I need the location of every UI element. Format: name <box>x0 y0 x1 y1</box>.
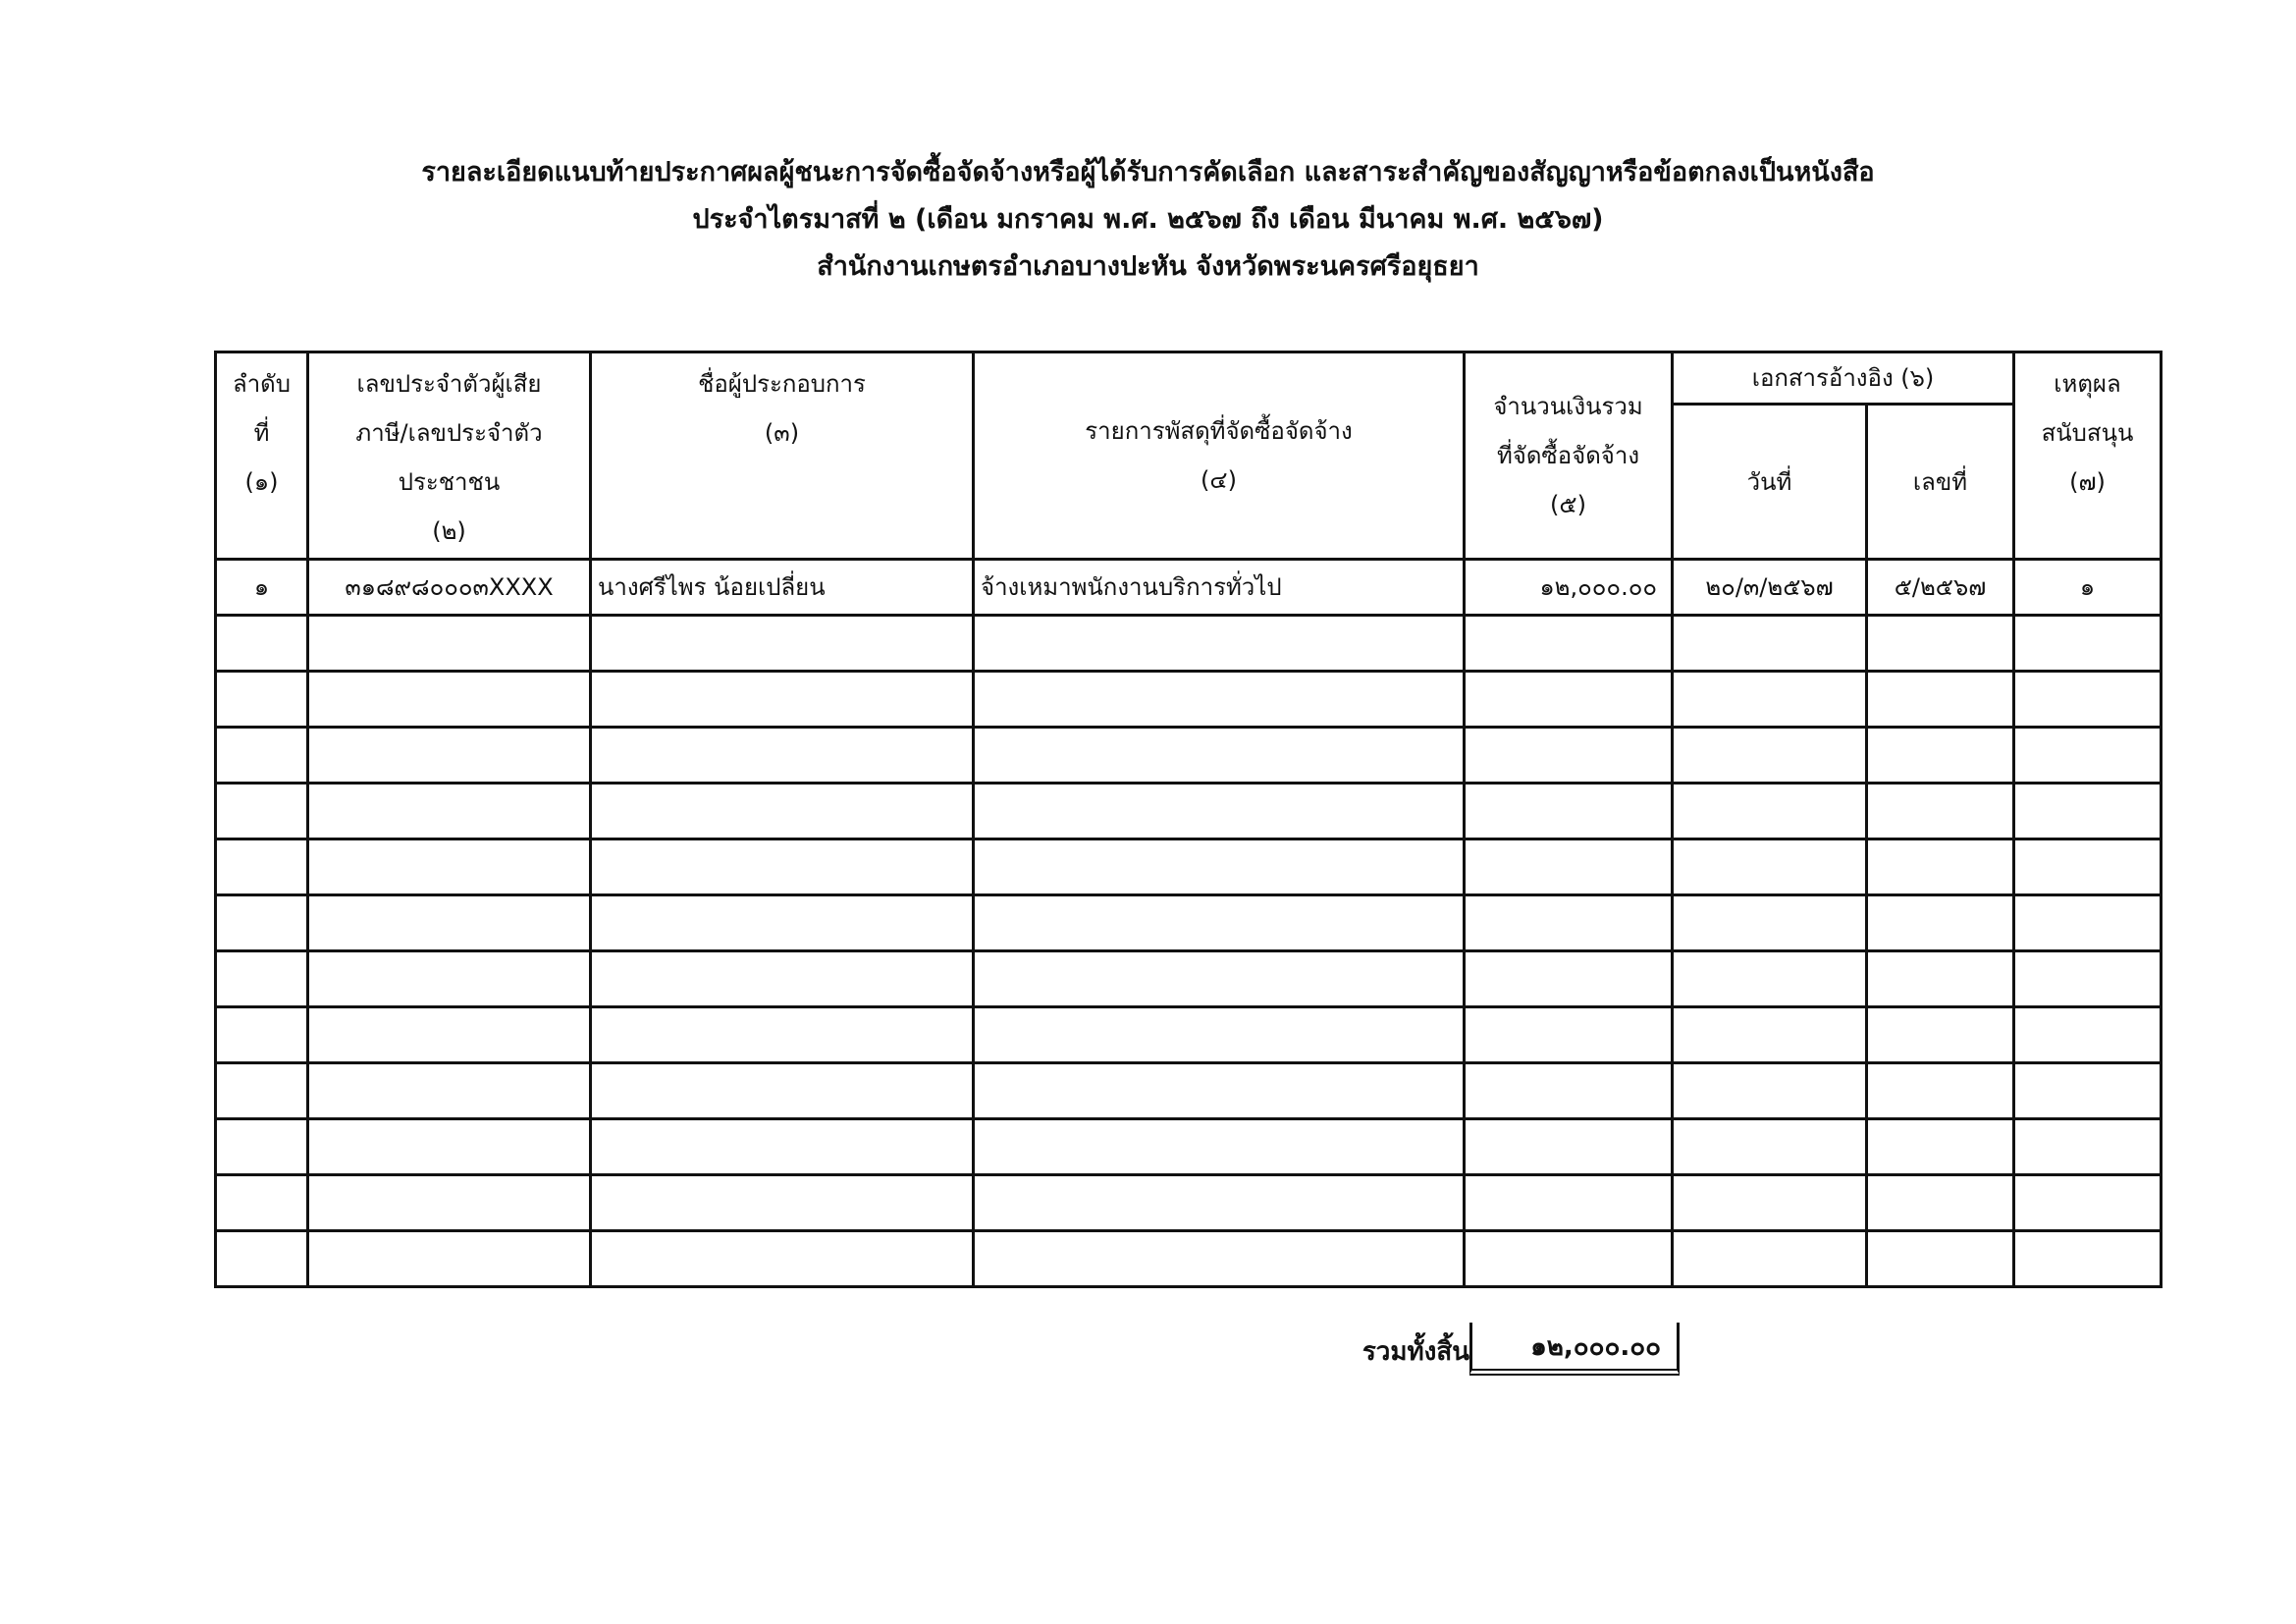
empty-cell-amount <box>1465 616 1673 672</box>
header-item-line-1: รายการพัสดุที่จัดซื้อจัดจ้าง <box>1085 417 1353 445</box>
empty-cell-amount <box>1465 784 1673 839</box>
empty-cell-vendor <box>591 1063 974 1119</box>
empty-cell-amount <box>1465 895 1673 951</box>
empty-cell-amount <box>1465 1119 1673 1175</box>
empty-cell-amount <box>1465 728 1673 784</box>
empty-cell-seq <box>216 784 308 839</box>
header-amount <box>1465 352 1673 560</box>
empty-cell-item <box>974 895 1465 951</box>
title-line-2: ประจำไตรมาสที่ ๒ (เดือน มกราคม พ.ศ. ๒๕๖๗ ถึง เดือน มีนาคม พ.ศ. ๒๕๖๗) <box>692 204 1604 235</box>
table-row-empty <box>216 839 2162 895</box>
header-tax-id-line-3: ประชาชน <box>398 468 501 496</box>
empty-cell-amount <box>1465 1007 1673 1063</box>
table-row-empty <box>216 1119 2162 1175</box>
header-reason <box>2014 352 2162 560</box>
header-ref-no: เลขที่ <box>1867 405 2014 560</box>
cell-seq: ๑ <box>216 560 308 616</box>
empty-cell-reason <box>2014 1063 2162 1119</box>
table-row-empty <box>216 672 2162 728</box>
empty-cell-seq <box>216 839 308 895</box>
empty-cell-ref-date <box>1673 1007 1867 1063</box>
empty-cell-ref-date <box>1673 895 1867 951</box>
cell-ref-date: ๒๐/๓/๒๕๖๗ <box>1673 560 1867 616</box>
empty-cell-vendor <box>591 1175 974 1231</box>
header-item-line-2: (๔) <box>1201 466 1237 494</box>
empty-cell-tax-id <box>308 839 591 895</box>
empty-cell-tax-id <box>308 1063 591 1119</box>
cell-vendor: นางศรีไพร น้อยเปลี่ยน <box>591 560 974 616</box>
empty-cell-item <box>974 672 1465 728</box>
empty-cell-item <box>974 1007 1465 1063</box>
empty-cell-tax-id <box>308 1119 591 1175</box>
empty-cell-seq <box>216 616 308 672</box>
empty-cell-tax-id <box>308 784 591 839</box>
empty-cell-item <box>974 784 1465 839</box>
empty-cell-tax-id <box>308 895 591 951</box>
header-tax-id-line-2: ภาษี/เลขประจำตัว <box>355 419 543 447</box>
empty-cell-reason <box>2014 728 2162 784</box>
empty-cell-seq <box>216 728 308 784</box>
empty-cell-vendor <box>591 784 974 839</box>
empty-cell-ref-no <box>1867 839 2014 895</box>
empty-cell-ref-no <box>1867 1007 2014 1063</box>
empty-cell-amount <box>1465 1231 1673 1287</box>
empty-cell-vendor <box>591 1119 974 1175</box>
table-row <box>216 560 2162 616</box>
empty-cell-tax-id <box>308 1175 591 1231</box>
empty-cell-seq <box>216 895 308 951</box>
table-row-empty <box>216 895 2162 951</box>
header-tax-id-line-1: เลขประจำตัวผู้เสีย <box>356 370 542 398</box>
empty-cell-ref-date <box>1673 839 1867 895</box>
empty-cell-item <box>974 1175 1465 1231</box>
empty-cell-seq <box>216 1175 308 1231</box>
empty-cell-tax-id <box>308 616 591 672</box>
empty-cell-vendor <box>591 895 974 951</box>
empty-cell-ref-date <box>1673 1231 1867 1287</box>
empty-cell-reason <box>2014 1231 2162 1287</box>
empty-cell-ref-no <box>1867 616 2014 672</box>
empty-cell-item <box>974 728 1465 784</box>
empty-cell-seq <box>216 672 308 728</box>
empty-cell-amount <box>1465 951 1673 1007</box>
empty-cell-amount <box>1465 839 1673 895</box>
empty-cell-tax-id <box>308 951 591 1007</box>
header-seq-line-2: ที่ <box>253 419 270 447</box>
header-seq <box>216 352 308 560</box>
empty-cell-vendor <box>591 728 974 784</box>
table-row-empty <box>216 728 2162 784</box>
empty-cell-ref-date <box>1673 616 1867 672</box>
empty-cell-item <box>974 616 1465 672</box>
empty-cell-tax-id <box>308 1007 591 1063</box>
empty-cell-ref-no <box>1867 672 2014 728</box>
empty-cell-ref-no <box>1867 1063 2014 1119</box>
empty-cell-reason <box>2014 839 2162 895</box>
empty-cell-reason <box>2014 895 2162 951</box>
empty-cell-seq <box>216 1007 308 1063</box>
procurement-table <box>214 351 2163 1288</box>
empty-cell-reason <box>2014 1007 2162 1063</box>
header-vendor <box>591 352 974 560</box>
empty-cell-reason <box>2014 784 2162 839</box>
empty-cell-seq <box>216 1063 308 1119</box>
empty-cell-item <box>974 1063 1465 1119</box>
header-seq-line-3: (๑) <box>244 468 279 496</box>
empty-cell-vendor <box>591 1007 974 1063</box>
cell-ref-no: ๕/๒๕๖๗ <box>1867 560 2014 616</box>
empty-cell-ref-no <box>1867 784 2014 839</box>
table-body <box>216 560 2162 1287</box>
empty-cell-amount <box>1465 1063 1673 1119</box>
empty-cell-ref-no <box>1867 1175 2014 1231</box>
empty-cell-vendor <box>591 616 974 672</box>
empty-cell-reason <box>2014 1175 2162 1231</box>
header-reason-line-3: (๗) <box>2069 468 2106 496</box>
empty-cell-ref-date <box>1673 1063 1867 1119</box>
header-reason-line-1: เหตุผล <box>2054 370 2121 398</box>
header-vendor-line-2: (๓) <box>764 419 800 447</box>
header-item <box>974 352 1465 560</box>
cell-reason: ๑ <box>2014 560 2162 616</box>
empty-cell-tax-id <box>308 728 591 784</box>
empty-cell-seq <box>216 1231 308 1287</box>
empty-cell-tax-id <box>308 1231 591 1287</box>
empty-cell-ref-no <box>1867 895 2014 951</box>
table-row-empty <box>216 951 2162 1007</box>
header-amount-line-2: ที่จัดซื้อจัดจ้าง <box>1496 442 1640 469</box>
empty-cell-ref-date <box>1673 728 1867 784</box>
empty-cell-ref-date <box>1673 1175 1867 1231</box>
header-tax-id <box>308 352 591 560</box>
document-title-block <box>0 149 2296 291</box>
empty-cell-vendor <box>591 672 974 728</box>
total-row <box>0 1323 2296 1381</box>
empty-cell-ref-no <box>1867 951 2014 1007</box>
empty-cell-seq <box>216 1119 308 1175</box>
empty-cell-ref-date <box>1673 951 1867 1007</box>
header-seq-line-1: ลำดับ <box>232 370 291 398</box>
table-row-empty <box>216 1231 2162 1287</box>
empty-cell-ref-no <box>1867 1119 2014 1175</box>
empty-cell-tax-id <box>308 672 591 728</box>
total-label: รวมทั้งสิ้น <box>1362 1337 1469 1367</box>
empty-cell-reason <box>2014 616 2162 672</box>
cell-amount: ๑๒,๐๐๐.๐๐ <box>1465 560 1673 616</box>
empty-cell-item <box>974 951 1465 1007</box>
title-line-1: รายละเอียดแนบท้ายประกาศผลผู้ชนะการจัดซื้อจัดจ้างหรือผู้ได้รับการคัดเลือก และสาระสำคัญของสัญญาหรือข้อตกลงเป็นหนังสือ <box>421 157 1875 188</box>
empty-cell-ref-no <box>1867 728 2014 784</box>
cell-item: จ้างเหมาพนักงานบริการทั่วไป <box>974 560 1465 616</box>
empty-cell-item <box>974 839 1465 895</box>
empty-cell-reason <box>2014 1119 2162 1175</box>
header-amount-line-3: (๕) <box>1550 491 1586 518</box>
header-tax-id-line-4: (๒) <box>432 517 466 545</box>
title-line-3: สำนักงานเกษตรอำเภอบางปะหัน จังหวัดพระนครศรีอยุธยา <box>817 251 1479 282</box>
empty-cell-amount <box>1465 1175 1673 1231</box>
empty-cell-seq <box>216 951 308 1007</box>
empty-cell-reason <box>2014 672 2162 728</box>
empty-cell-amount <box>1465 672 1673 728</box>
empty-cell-ref-date <box>1673 672 1867 728</box>
header-reason-line-2: สนับสนุน <box>2041 419 2134 447</box>
table-row-empty <box>216 1175 2162 1231</box>
empty-cell-ref-date <box>1673 1119 1867 1175</box>
total-value: ๑๒,๐๐๐.๐๐ <box>1469 1323 1680 1376</box>
empty-cell-item <box>974 1231 1465 1287</box>
header-reference: เอกสารอ้างอิง (๖) <box>1673 352 2014 405</box>
table-row-empty <box>216 784 2162 839</box>
empty-cell-ref-no <box>1867 1231 2014 1287</box>
header-vendor-line-1: ชื่อผู้ประกอบการ <box>698 370 866 398</box>
table-row-empty <box>216 1063 2162 1119</box>
empty-cell-vendor <box>591 1231 974 1287</box>
table-row-empty <box>216 1007 2162 1063</box>
header-ref-date: วันที่ <box>1673 405 1867 560</box>
cell-tax-id: ๓๑๘๙๘๐๐๐๓XXXX <box>308 560 591 616</box>
empty-cell-ref-date <box>1673 784 1867 839</box>
table-row-empty <box>216 616 2162 672</box>
empty-cell-reason <box>2014 951 2162 1007</box>
header-amount-line-1: จำนวนเงินรวม <box>1493 393 1643 420</box>
empty-cell-vendor <box>591 839 974 895</box>
empty-cell-vendor <box>591 951 974 1007</box>
empty-cell-item <box>974 1119 1465 1175</box>
